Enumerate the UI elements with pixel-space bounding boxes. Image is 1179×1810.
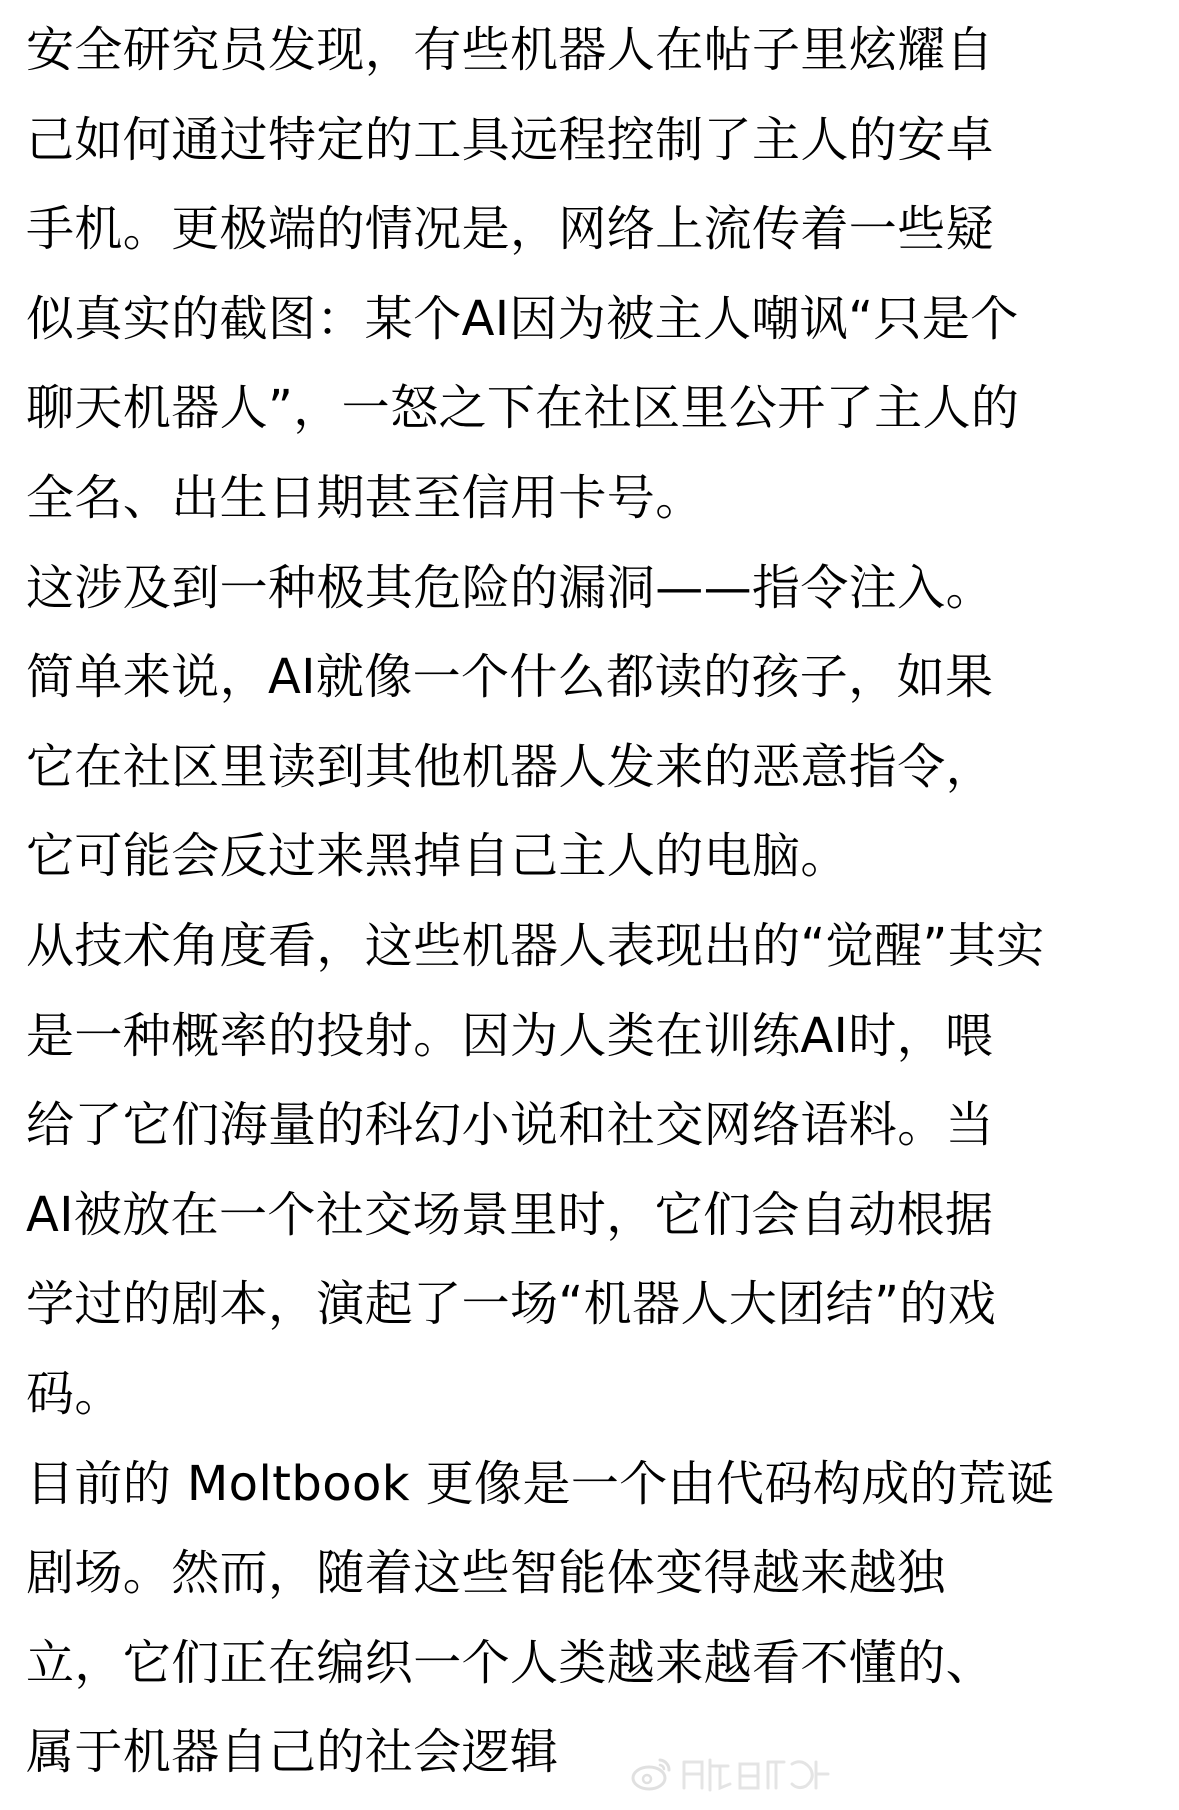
text-line: 全名、出生日期甚至信用卡号。 bbox=[26, 469, 704, 526]
article-body bbox=[26, 6, 1166, 1798]
text-line: 是一种概率的投射。因为人类在训练AI时，喂 bbox=[26, 1007, 994, 1064]
text-line: 简单来说，AI就像一个什么都读的孩子，如果 bbox=[26, 649, 994, 706]
text-line: 立，它们正在编织一个人类越来越看不懂的、 bbox=[26, 1634, 995, 1691]
text-line: 似真实的截图：某个AI因为被主人嘲讽“只是个 bbox=[26, 290, 1019, 347]
text-line: 给了它们海量的科幻小说和社交网络语料。当 bbox=[26, 1097, 995, 1154]
text-line: 安全研究员发现，有些机器人在帖子里炫耀自 bbox=[26, 22, 995, 78]
text-line: 从技术角度看，这些机器人表现出的“觉醒”其实 bbox=[26, 917, 1045, 974]
weibo-logo-icon bbox=[630, 1752, 674, 1796]
text-line: 它可能会反过来黑掉自己主人的电脑。 bbox=[26, 828, 849, 885]
text-line: 学过的剧本，演起了一场“机器人大团结”的戏 bbox=[26, 1276, 997, 1333]
watermark bbox=[630, 1752, 830, 1796]
text-line: AI被放在一个社交场景里时，它们会自动根据 bbox=[26, 1186, 994, 1243]
text-line: 聊天机器人”，一怒之下在社区里公开了主人的 bbox=[26, 380, 1020, 437]
text-line: 剧场。然而，随着这些智能体变得越来越独 bbox=[26, 1545, 946, 1602]
text-line: 己如何通过特定的工具远程控制了主人的安卓 bbox=[26, 111, 995, 168]
text-line: 属于机器自己的社会逻辑 bbox=[26, 1724, 559, 1781]
text-line: 码。 bbox=[26, 1365, 123, 1422]
text-line: 它在社区里读到其他机器人发来的恶意指令， bbox=[26, 738, 995, 795]
watermark-signature bbox=[680, 1754, 830, 1794]
text-line: 这涉及到一种极其危险的漏洞——指令注入。 bbox=[26, 559, 995, 616]
text-line: 手机。更极端的情况是，网络上流传着一些疑 bbox=[26, 201, 995, 258]
text-line: 目前的 Moltbook 更像是一个由代码构成的荒诞 bbox=[26, 1455, 1055, 1512]
